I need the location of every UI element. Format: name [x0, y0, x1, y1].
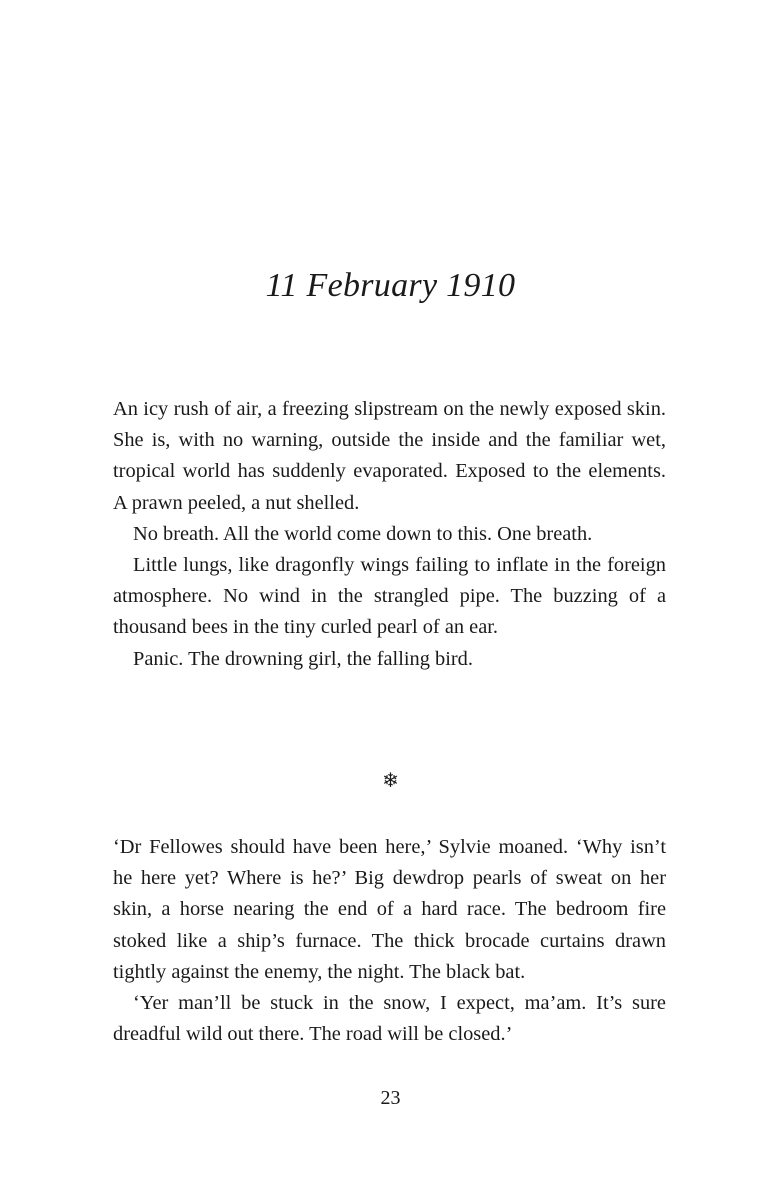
paragraph: An icy rush of air, a freezing slipstream on the newly exposed skin. She is, with no warning, outside the inside and the familiar wet, tropical world has suddenly evaporated. Exposed to the elements. A prawn peeled, a nut shelled.	[113, 398, 666, 514]
chapter-title: 11 February 1910	[265, 267, 516, 304]
paragraph: No breath. All the world come down to this. One breath.	[133, 522, 593, 545]
section-one	[113, 394, 666, 675]
paragraph: Little lungs, like dragonfly wings failing to inflate in the foreign atmosphere. No wind in the strangled pipe. The buzzing of a thousand bees in the tiny curled pearl of an ear.	[113, 554, 666, 639]
paragraph: ‘Yer man’ll be stuck in the snow, I expect, ma’am. It’s sure dreadful wild out there. The road will be closed.’	[113, 992, 666, 1046]
snowflake-icon: ❄	[382, 768, 399, 792]
paragraph: ‘Dr Fellowes should have been here,’ Sylvie moaned. ‘Why isn’t he here yet? Where is he?’ Big dewdrop pearls of sweat on her skin, a horse nearing the end of a hard race. The bedroom fire stoked like a ship’s furnace. The thick brocade curtains drawn tightly against the enemy, the night. The black bat.	[113, 836, 666, 983]
paragraph: Panic. The drowning girl, the falling bird.	[133, 647, 473, 670]
section-two	[113, 832, 666, 1050]
page-number: 23	[380, 1087, 401, 1109]
